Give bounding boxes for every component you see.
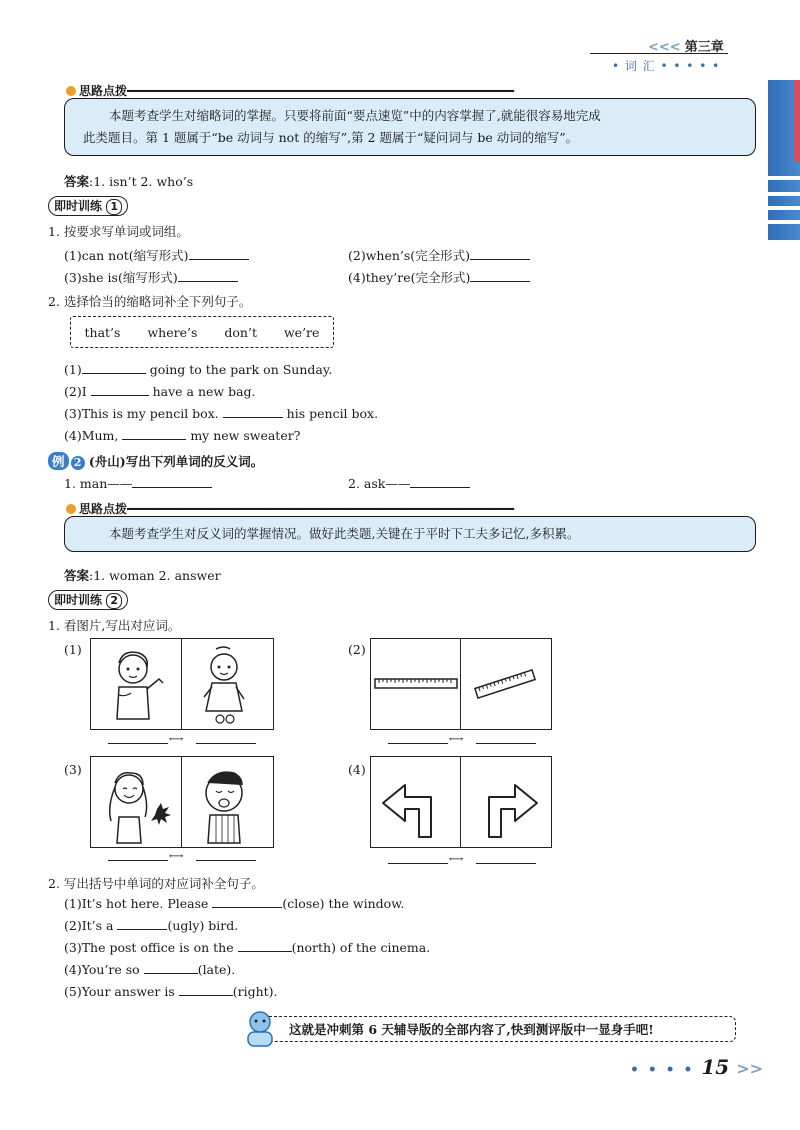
answer-line [64, 172, 193, 190]
mascot-icon [242, 1008, 278, 1048]
answer-blank[interactable] [82, 363, 146, 374]
sentence-item [64, 940, 430, 955]
answer-blank[interactable] [470, 249, 530, 260]
example-number: 2 [71, 456, 85, 470]
sentence-item [64, 984, 278, 999]
side-tab-stripe [768, 220, 800, 224]
question-item [64, 476, 212, 491]
sentence-pre: (3)The post office is on the [64, 940, 238, 955]
picture-boy-girl [90, 638, 274, 730]
answer-blank[interactable] [476, 743, 536, 744]
tip-label-dots: ━━━━━━━━━━━━━━━━━━━━━━━━━━━━━━━━━━━━━━━━━━━━━━━━━━━━━━━━━━━━━━ [127, 84, 513, 98]
sentence-item [64, 896, 404, 911]
picture-number: (3) [64, 762, 82, 777]
picture-left-right [370, 756, 552, 848]
crying-boy-illustration [182, 757, 272, 847]
tip-line: 本题考查学生对反义词的掌握情况。做好此类题,关键在于平时下工夫多记忆,多积累。 [109, 526, 580, 541]
lightbulb-icon [66, 86, 76, 96]
answer-text: :1. isn’t 2. who’s [89, 174, 194, 189]
tip-label-dots: ━━━━━━━━━━━━━━━━━━━━━━━━━━━━━━━━━━━━━━━━━━━━━━━━━━━━━━━━━━━━━━ [127, 502, 513, 516]
tip-label [66, 82, 513, 99]
question-title: 1. 看图片,写出对应词。 [48, 618, 181, 633]
side-tab-accent [794, 80, 800, 162]
sentence-item [64, 428, 300, 443]
happy-girl-illustration [91, 757, 181, 847]
answer-blank[interactable] [144, 963, 198, 974]
sentence-post: his pencil box. [282, 406, 379, 421]
answer-blank[interactable] [476, 863, 536, 864]
answer-text: :1. woman 2. answer [89, 568, 221, 583]
question-item [64, 268, 238, 286]
turn-left-arrow-icon [371, 757, 460, 847]
question-title: 1. 按要求写单词或词组。 [48, 224, 189, 239]
example-label: 例 [52, 454, 65, 469]
question-item-text: (4)they’re(完全形式) [348, 270, 471, 285]
answer-blank[interactable] [470, 271, 530, 282]
page-number [630, 1055, 763, 1079]
sentence-pre: (4)You’re so [64, 962, 144, 977]
question-item [348, 268, 530, 286]
sentence-post: (right). [232, 984, 278, 999]
answer-line [64, 566, 221, 584]
sentence-pre: (5)Your answer is [64, 984, 179, 999]
question-item [348, 476, 470, 491]
question-title: 2. 选择恰当的缩略词补全下列句子。 [48, 294, 252, 309]
answer-blank[interactable] [108, 743, 168, 744]
answer-blank[interactable] [388, 743, 448, 744]
question-title: 2. 写出括号中单词的对应词补全句子。 [48, 876, 264, 891]
sentence-pre: (1)It’s hot here. Please [64, 896, 213, 911]
picture-number: (1) [64, 642, 82, 657]
page-arrows: >> [736, 1059, 764, 1078]
picture-number: (4) [348, 762, 366, 777]
sentence-post: (north) of the cinema. [291, 940, 431, 955]
answer-blank[interactable] [196, 743, 256, 744]
word-bank-item: where’s [147, 324, 198, 340]
sentence-pre: (1) [64, 362, 82, 377]
tip-box [64, 516, 756, 552]
sentence-post: my new sweater? [186, 428, 301, 443]
answer-blank[interactable] [122, 429, 186, 440]
training-label: 即时训练 [54, 199, 103, 213]
answer-blank[interactable] [238, 941, 292, 952]
sentence-item [64, 384, 256, 399]
sentence-item [64, 918, 238, 933]
answer-blank[interactable] [388, 863, 448, 864]
answer-label: 答案 [64, 174, 90, 189]
tip-label-text: 思路点拨 [79, 84, 128, 98]
answer-blank[interactable] [189, 249, 249, 260]
page-number-value: 15 [701, 1055, 730, 1079]
sentence-pre: (2)I [64, 384, 91, 399]
bidirectional-arrow-icon: ⟷ [449, 854, 464, 865]
answer-blank[interactable] [108, 860, 168, 861]
tip-label-text: 思路点拨 [79, 502, 128, 516]
bidirectional-arrow-icon: ⟷ [449, 734, 464, 745]
side-tab-stripe [768, 206, 800, 210]
tip-label [66, 500, 513, 517]
sentence-post: going to the park on Sunday. [145, 362, 333, 377]
boy-illustration [91, 639, 181, 729]
answer-blank[interactable] [212, 897, 282, 908]
header-rule [590, 53, 728, 54]
short-ruler-icon [461, 639, 550, 729]
answer-blank[interactable] [179, 985, 233, 996]
picture-number: (2) [348, 642, 366, 657]
question-item [348, 246, 530, 264]
training-number: 2 [106, 593, 122, 609]
word-bank-item: that’s [84, 324, 121, 340]
girl-illustration [182, 639, 272, 729]
sentence-post: have a new bag. [148, 384, 256, 399]
answer-blank[interactable] [178, 271, 238, 282]
bidirectional-arrow-icon: ⟷ [169, 851, 184, 862]
example-badge [48, 452, 69, 470]
sentence-item [64, 962, 235, 977]
sentence-pre: (3)This is my pencil box. [64, 406, 223, 421]
tip-line: 此类题目。第 1 题属于“be 动词与 not 的缩写”,第 2 题属于“疑问词与 be 动词的缩写”。 [83, 130, 579, 145]
answer-blank[interactable] [91, 385, 149, 396]
tip-line: 本题考查学生对缩略词的掌握。只要将前面“要点速览”中的内容掌握了,就能很容易地完成 [109, 108, 601, 123]
question-item-text: 2. ask—— [348, 476, 411, 491]
long-ruler-icon [371, 639, 460, 729]
picture-rulers [370, 638, 552, 730]
training-number: 1 [106, 199, 122, 215]
encouragement-text: 这就是冲刺第 6 天辅导版的全部内容了,快到测评版中一显身手吧! [289, 1022, 654, 1037]
answer-blank[interactable] [196, 860, 256, 861]
section-subtitle: • 词 汇 • • • • • [612, 59, 721, 73]
side-tab-stripe [768, 192, 800, 196]
question-item-text: (2)when’s(完全形式) [348, 248, 471, 263]
question-item-text: 1. man—— [64, 476, 133, 491]
question-item [64, 246, 249, 264]
encouragement-banner [258, 1016, 736, 1042]
answer-blank[interactable] [223, 407, 283, 418]
sentence-pre: (4)Mum, [64, 428, 123, 443]
chapter-title: 第三章 [684, 40, 724, 55]
word-bank-item: don’t [224, 324, 257, 340]
answer-blank[interactable] [117, 919, 167, 930]
training-label: 即时训练 [54, 593, 103, 607]
answer-blank[interactable] [410, 477, 470, 488]
sentence-pre: (2)It’s a [64, 918, 118, 933]
sentence-item [64, 406, 378, 421]
training-badge [48, 196, 128, 216]
word-bank-item: we’re [283, 324, 320, 340]
tip-box [64, 98, 756, 156]
page-dots: • • • • [630, 1062, 695, 1078]
example-text: (舟山)写出下列单词的反义词。 [88, 454, 264, 469]
example-heading [48, 452, 263, 470]
header-arrows: <<< [648, 40, 681, 55]
bidirectional-arrow-icon: ⟷ [169, 734, 184, 745]
turn-right-arrow-icon [461, 757, 550, 847]
training-badge [48, 590, 128, 610]
sentence-item [64, 362, 332, 377]
word-bank [70, 316, 334, 348]
sentence-post: (late). [197, 962, 236, 977]
question-item-text: (1)can not(缩写形式) [64, 248, 189, 263]
question-item-text: (3)she is(缩写形式) [64, 270, 178, 285]
picture-happy-sad [90, 756, 274, 848]
lightbulb-icon [66, 504, 76, 514]
side-tab [768, 80, 800, 240]
answer-label: 答案 [64, 568, 90, 583]
answer-blank[interactable] [132, 477, 212, 488]
sentence-post: (ugly) bird. [167, 918, 239, 933]
sentence-post: (close) the window. [282, 896, 405, 911]
side-tab-stripe [768, 176, 800, 180]
